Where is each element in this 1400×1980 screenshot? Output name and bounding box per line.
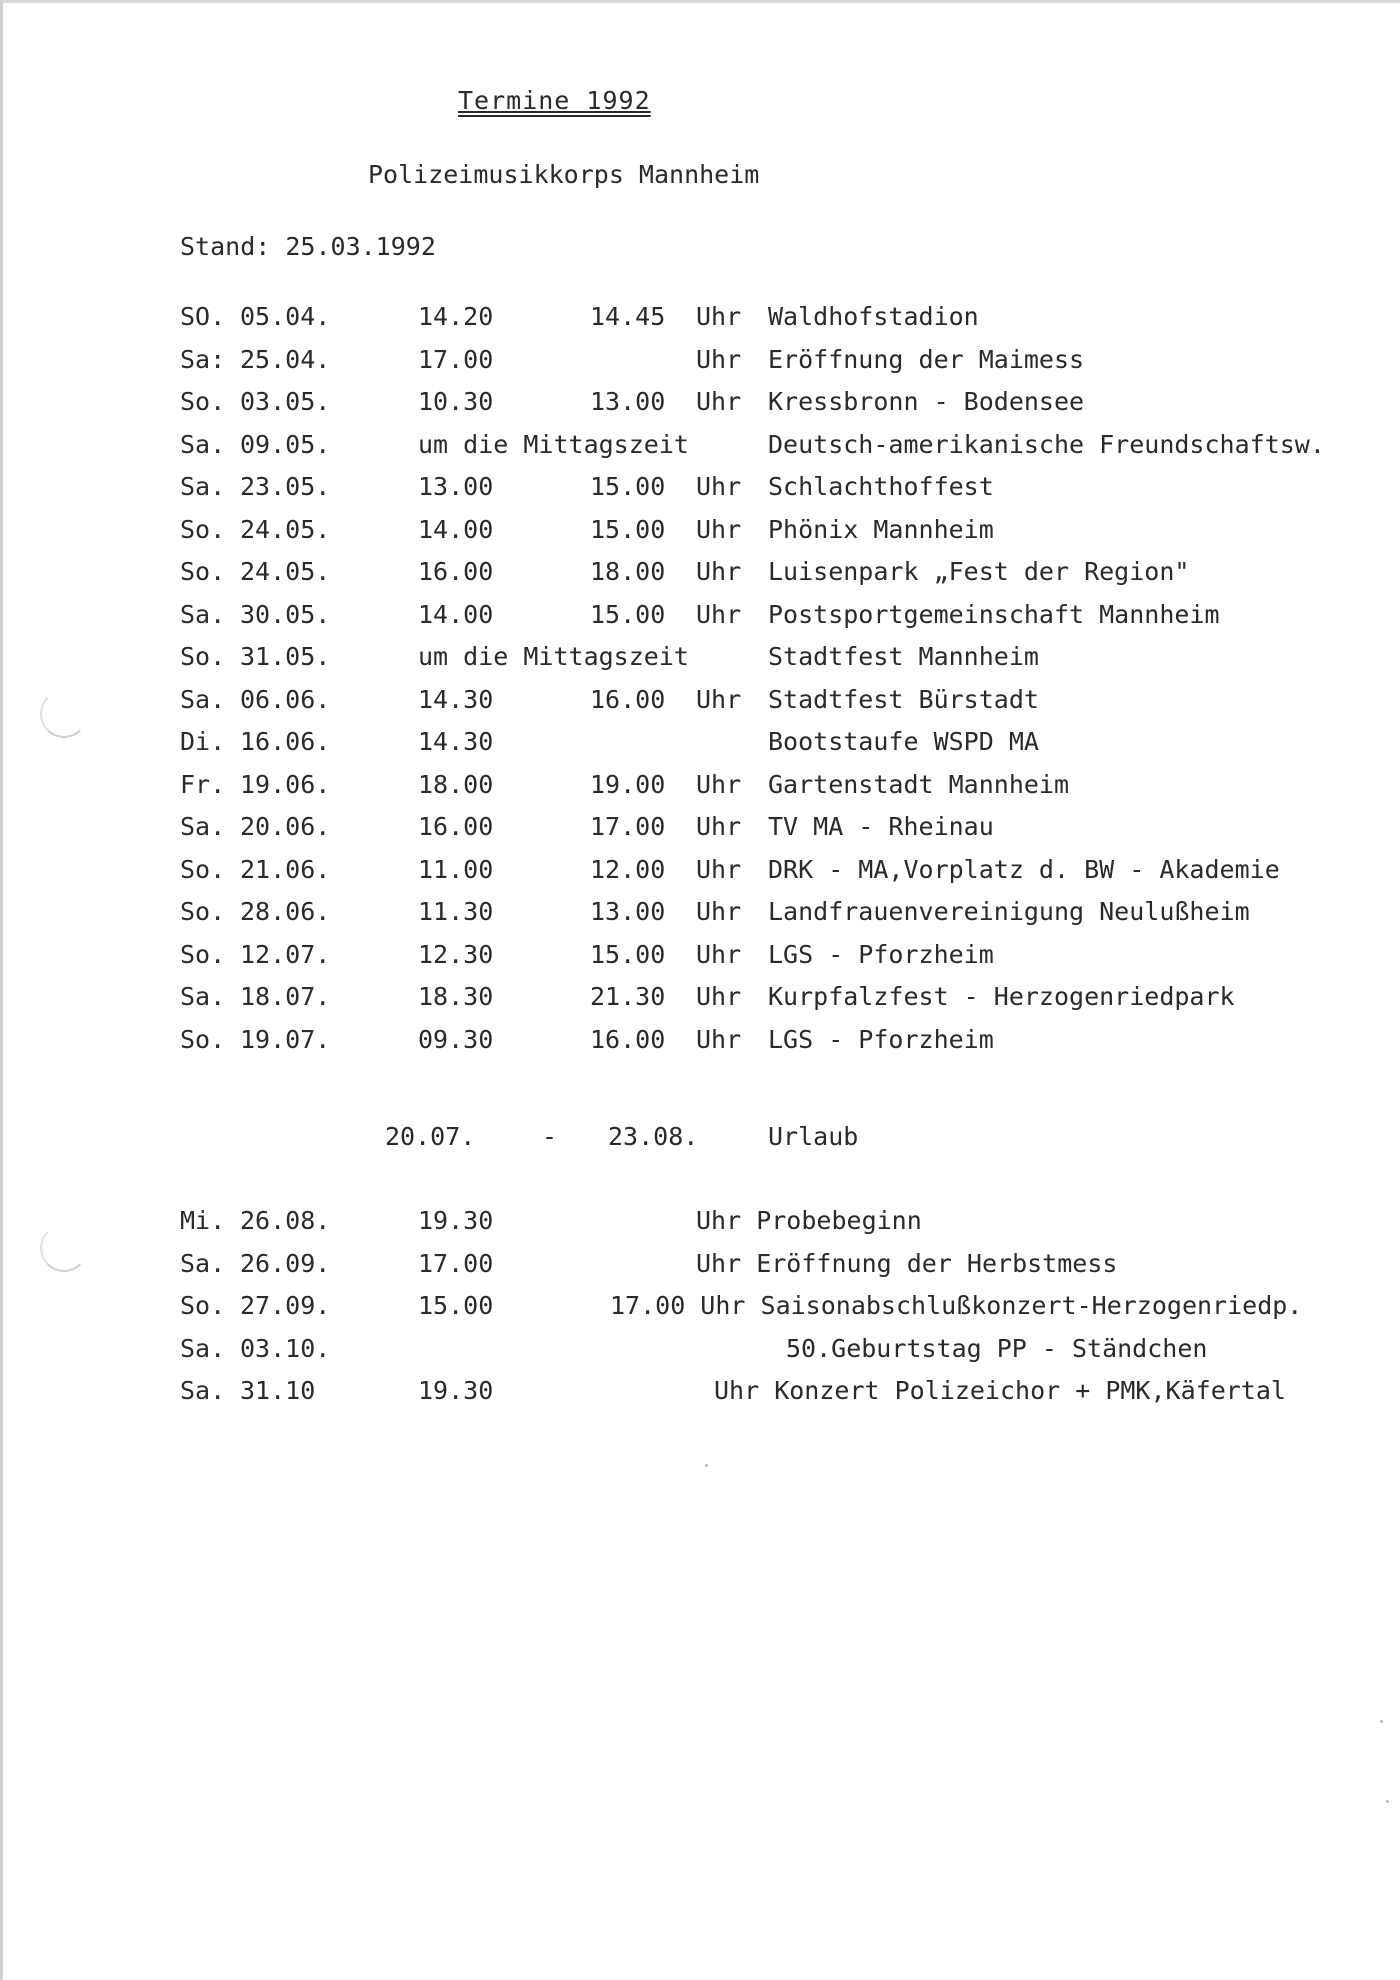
schedule-row	[0, 812, 1400, 852]
event-date: 30.05.	[240, 600, 331, 629]
event-date: 06.06.	[240, 685, 331, 714]
start-time: 13.00	[418, 472, 494, 501]
event-name: Stadtfest Mannheim	[768, 642, 1039, 671]
event-date: 31.05.	[240, 642, 331, 671]
uhr-label: Uhr	[696, 387, 742, 416]
event-line: 50.Geburtstag PP - Ständchen	[786, 1334, 1208, 1363]
schedule-row	[0, 1334, 1400, 1374]
page-edge	[0, 0, 1400, 3]
event-date: 25.04.	[240, 345, 331, 374]
schedule-row	[0, 345, 1400, 385]
schedule-row	[0, 430, 1400, 470]
start-time: 19.30	[418, 1206, 494, 1235]
end-time: 16.00	[590, 1025, 666, 1054]
event-date: 12.07.	[240, 940, 331, 969]
start-time: 11.00	[418, 855, 494, 884]
event-name: Bootstaufe WSPD MA	[768, 727, 1039, 756]
uhr-label: Uhr	[696, 515, 742, 544]
event-line: Uhr Konzert Polizeichor + PMK,Käfertal	[714, 1376, 1286, 1405]
weekday: So.	[180, 855, 226, 884]
schedule-row	[0, 1206, 1400, 1246]
weekday: Sa.	[180, 812, 226, 841]
urlaub-to: 23.08.	[608, 1122, 699, 1151]
event-line: Uhr Eröffnung der Herbstmess	[696, 1249, 1118, 1278]
event-date: 24.05.	[240, 557, 331, 586]
weekday: Sa.	[180, 600, 226, 629]
end-time: 13.00	[590, 387, 666, 416]
end-time: 14.45	[590, 302, 666, 331]
event-date: 28.06.	[240, 897, 331, 926]
event-date: 19.06.	[240, 770, 331, 799]
event-date: 23.05.	[240, 472, 331, 501]
schedule-row	[0, 1376, 1400, 1416]
weekday: Di.	[180, 727, 226, 756]
paper-speck	[705, 1464, 708, 1467]
uhr-label: Uhr	[696, 940, 742, 969]
end-time: 17.00	[590, 812, 666, 841]
start-time: 12.30	[418, 940, 494, 969]
event-name: Phönix Mannheim	[768, 515, 994, 544]
event-date: 09.05.	[240, 430, 331, 459]
event-date: 03.05.	[240, 387, 331, 416]
paper-speck	[1380, 1720, 1383, 1723]
start-time: 11.30	[418, 897, 494, 926]
end-time: 15.00	[590, 940, 666, 969]
start-time: 17.00	[418, 345, 494, 374]
stand-date: Stand: 25.03.1992	[180, 232, 436, 261]
end-time: 21.30	[590, 982, 666, 1011]
urlaub-dash: -	[542, 1122, 558, 1151]
weekday: So.	[180, 1025, 226, 1054]
schedule-row	[0, 855, 1400, 895]
event-name: TV MA - Rheinau	[768, 812, 994, 841]
uhr-label: Uhr	[696, 472, 742, 501]
event-date: 16.06.	[240, 727, 331, 756]
end-time: 15.00	[590, 472, 666, 501]
weekday: So.	[180, 642, 226, 671]
schedule-row	[0, 770, 1400, 810]
urlaub-row	[0, 1122, 1400, 1162]
event-name: DRK - MA,Vorplatz d. BW - Akademie	[768, 855, 1280, 884]
schedule-row	[0, 1025, 1400, 1065]
end-time: 13.00	[590, 897, 666, 926]
start-time: 18.30	[418, 982, 494, 1011]
event-date: 19.07.	[240, 1025, 331, 1054]
event-name: Kurpfalzfest - Herzogenriedpark	[768, 982, 1235, 1011]
weekday: So.	[180, 387, 226, 416]
weekday: So.	[180, 515, 226, 544]
event-name: Deutsch-amerikanische Freundschaftsw.	[768, 430, 1325, 459]
weekday: Sa:	[180, 345, 226, 374]
event-name: Schlachthoffest	[768, 472, 994, 501]
weekday: So.	[180, 557, 226, 586]
start-time: 18.00	[418, 770, 494, 799]
start-time: 14.00	[418, 600, 494, 629]
start-time: 14.00	[418, 515, 494, 544]
uhr-label: Uhr	[696, 982, 742, 1011]
uhr-label: Uhr	[696, 897, 742, 926]
schedule-row	[0, 387, 1400, 427]
weekday: Fr.	[180, 770, 226, 799]
start-time: 16.00	[418, 557, 494, 586]
event-name: Landfrauenvereinigung Neulußheim	[768, 897, 1250, 926]
uhr-label: Uhr	[696, 770, 742, 799]
uhr-label: Uhr	[696, 812, 742, 841]
schedule-row	[0, 940, 1400, 980]
weekday: Sa.	[180, 1334, 226, 1363]
end-time: 15.00	[590, 515, 666, 544]
end-time: 15.00	[590, 600, 666, 629]
uhr-label: Uhr	[696, 600, 742, 629]
uhr-label: Uhr	[696, 557, 742, 586]
event-date: 20.06.	[240, 812, 331, 841]
uhr-label: Uhr	[696, 1025, 742, 1054]
document-subtitle: Polizeimusikkorps Mannheim	[368, 160, 760, 189]
uhr-label: Uhr	[696, 685, 742, 714]
event-date: 05.04.	[240, 302, 331, 331]
event-date: 21.06.	[240, 855, 331, 884]
start-time: 09.30	[418, 1025, 494, 1054]
start-time: 19.30	[418, 1376, 494, 1405]
event-name: Kressbronn - Bodensee	[768, 387, 1085, 416]
time-note: um die Mittagszeit	[418, 430, 689, 459]
schedule-row	[0, 557, 1400, 597]
event-date: 03.10.	[240, 1334, 331, 1363]
uhr-label: Uhr	[696, 345, 742, 374]
schedule-row	[0, 472, 1400, 512]
event-name: Luisenpark „Fest der Region"	[768, 557, 1190, 586]
weekday: So.	[180, 1291, 226, 1320]
event-date: 24.05.	[240, 515, 331, 544]
start-time: 17.00	[418, 1249, 494, 1278]
schedule-row	[0, 982, 1400, 1022]
end-time: 16.00	[590, 685, 666, 714]
event-line: Uhr Probebeginn	[696, 1206, 922, 1235]
event-line: 17.00 Uhr Saisonabschlußkonzert-Herzogenriedp.	[610, 1291, 1303, 1320]
weekday: Sa.	[180, 982, 226, 1011]
end-time: 18.00	[590, 557, 666, 586]
event-name: Gartenstadt Mannheim	[768, 770, 1070, 799]
event-name: LGS - Pforzheim	[768, 1025, 994, 1054]
event-date: 31.10	[240, 1376, 316, 1405]
event-date: 26.08.	[240, 1206, 331, 1235]
schedule-row	[0, 727, 1400, 767]
event-name: Postsportgemeinschaft Mannheim	[768, 600, 1220, 629]
schedule-row	[0, 1291, 1400, 1331]
schedule-row	[0, 600, 1400, 640]
weekday: Sa.	[180, 1376, 226, 1405]
document-title: Termine 1992	[458, 86, 651, 115]
event-name: LGS - Pforzheim	[768, 940, 994, 969]
urlaub-from: 20.07.	[385, 1122, 476, 1151]
event-date: 27.09.	[240, 1291, 331, 1320]
start-time: 14.30	[418, 685, 494, 714]
event-date: 18.07.	[240, 982, 331, 1011]
uhr-label: Uhr	[696, 302, 742, 331]
start-time: 16.00	[418, 812, 494, 841]
start-time: 15.00	[418, 1291, 494, 1320]
urlaub-label: Urlaub	[768, 1122, 859, 1151]
weekday: Sa.	[180, 430, 226, 459]
start-time: 14.20	[418, 302, 494, 331]
start-time: 14.30	[418, 727, 494, 756]
time-note: um die Mittagszeit	[418, 642, 689, 671]
schedule-row	[0, 302, 1400, 342]
weekday: Mi.	[180, 1206, 226, 1235]
weekday: Sa.	[180, 472, 226, 501]
schedule-row	[0, 897, 1400, 937]
end-time: 12.00	[590, 855, 666, 884]
schedule-row	[0, 685, 1400, 725]
event-name: Stadtfest Bürstadt	[768, 685, 1039, 714]
punch-hole-mark	[40, 690, 88, 738]
weekday: So.	[180, 940, 226, 969]
event-name: Eröffnung der Maimess	[768, 345, 1085, 374]
start-time: 10.30	[418, 387, 494, 416]
punch-hole-mark	[40, 1224, 88, 1272]
end-time: 19.00	[590, 770, 666, 799]
weekday: Sa.	[180, 1249, 226, 1278]
schedule-row	[0, 642, 1400, 682]
paper-speck	[1386, 1800, 1389, 1803]
weekday: Sa.	[180, 685, 226, 714]
weekday: So.	[180, 897, 226, 926]
event-date: 26.09.	[240, 1249, 331, 1278]
weekday: SO.	[180, 302, 226, 331]
schedule-row	[0, 1249, 1400, 1289]
event-name: Waldhofstadion	[768, 302, 979, 331]
schedule-row	[0, 515, 1400, 555]
uhr-label: Uhr	[696, 855, 742, 884]
